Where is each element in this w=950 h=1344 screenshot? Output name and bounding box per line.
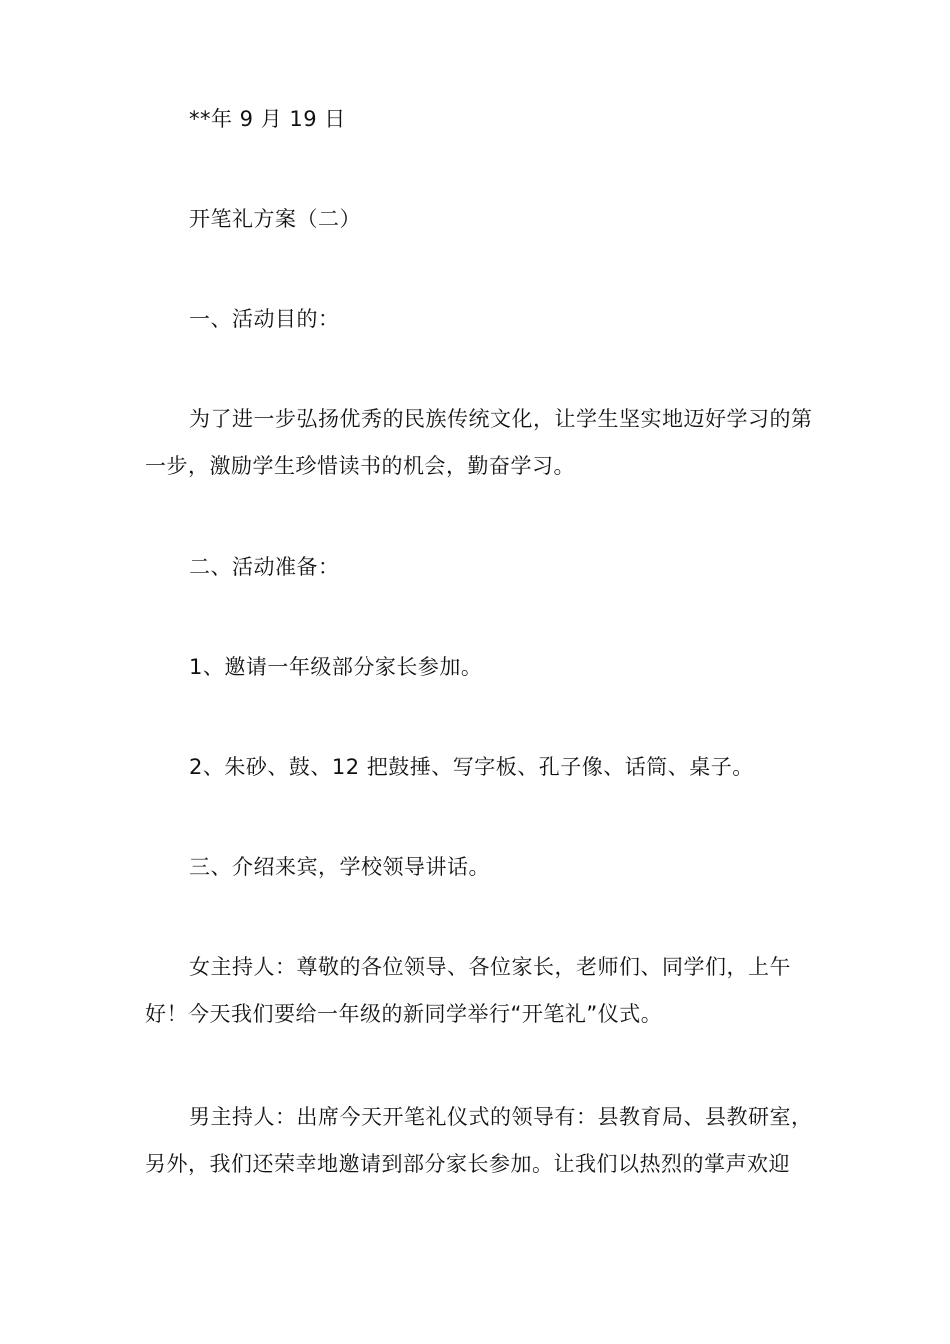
- female-host-paragraph: 女主持人：尊敬的各位领导、各位家长，老师们、同学们，上午好！今天我们要给一年级的新同学举行“开笔礼”仪式。: [145, 955, 791, 1026]
- male-host-paragraph: 男主持人：出席今天开笔礼仪式的领导有：县教育局、县教研室，另外，我们还荣幸地邀请到部分家长参加。让我们以热烈的掌声欢迎: [145, 1105, 813, 1176]
- document-title: 开笔礼方案（二）: [189, 207, 361, 231]
- purpose-paragraph: 为了进一步弘扬优秀的民族传统文化，让学生坚实地迈好学习的第一步，激励学生珍惜读书的机会，勤奋学习。: [145, 407, 813, 478]
- section-heading-preparation: 二、活动准备：: [189, 555, 340, 579]
- date-line: **年 9 月 19 日: [189, 107, 346, 131]
- section-heading-purpose: 一、活动目的：: [189, 307, 340, 331]
- preparation-item-2: 2、朱砂、鼓、12 把鼓捶、写字板、孔子像、话筒、桌子。: [189, 755, 754, 779]
- preparation-item-1: 1、邀请一年级部分家长参加。: [189, 655, 483, 679]
- section-heading-guests: 三、介绍来宾，学校领导讲话。: [189, 855, 490, 879]
